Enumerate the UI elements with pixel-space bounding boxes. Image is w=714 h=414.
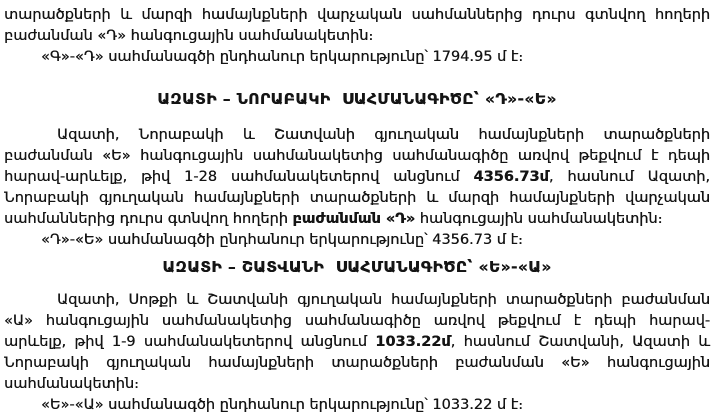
text-line (4, 167, 710, 188)
section-heading-azat-shatvan: ԱԶԱՏԻ – ՇԱՏՎԱՆԻ ՍԱՀՄԱՆԱԳԻԾԸ՝ «Ե»-«Ա» (162, 258, 552, 276)
text-segment: արևելք, թիվ 1-9 սահմանակետերով անցնում (4, 334, 376, 350)
bold-text-segment: 1033.22մ (375, 334, 451, 350)
text-line: բաժանման «Ե» հանգուցային սահմանակետից սահմանագիծը առվով թեքվում է դեպի (4, 148, 710, 164)
text-line: Նորաբակի գյուղական համայնքների տարածքների և մարզի համայնքների վարչական (4, 190, 710, 206)
text-line: «Ա» հանգուցային սահմանակետից սահմանագիծը առվով թեքվում է դեպի հարավ- (4, 313, 710, 329)
text-segment: հարավ-արևելք, թիվ 1-28 սահմանակետերով անցնում (4, 169, 474, 185)
text-line: սահմանակետին։ (4, 376, 139, 392)
total-length-line: «Դ»-«Ե» սահմանագծի ընդհանուր երկարությունը՝ 4356.73 մ է։ (41, 232, 523, 248)
text-line: բաժանման «Դ» հանգուցային սահմանակետին։ (4, 28, 374, 44)
bold-text-segment: 4356.73մ (473, 169, 549, 185)
text-line (4, 209, 710, 230)
text-line: Ազատի, Սոթքի և Շատվանի գյուղական համայնքների տարածքների բաժանման (57, 292, 710, 308)
text-line: Ազատի, Նորաբակի և Շատվանի գյուղական համայնքների տարածքների (57, 127, 710, 143)
text-line: Նորաբակի գյուղական համայնքների տարածքների բաժանման «Ե» հանգուցային (4, 355, 710, 371)
text-segment: սահմաններից դուրս գտնվող հողերի (4, 211, 293, 227)
paragraph-section1 (4, 125, 710, 230)
text-segment: , հասնում Շատվանի, Ազատի և (450, 334, 710, 350)
text-line: տարածքների և մարզի համայնքների վարչական սահմաններից դուրս գտնվող հողերի (4, 7, 710, 23)
text-segment: , հասնում Ազատի, (548, 169, 710, 185)
text-segment: հանգուցային սահմանակետին։ (415, 211, 663, 227)
paragraph-section2 (4, 290, 710, 395)
paragraph-intro-continued (4, 5, 710, 47)
section-heading-azat-norabak: ԱԶԱՏԻ – ՆՈՐԱԲԱԿԻ ՍԱՀՄԱՆԱԳԻԾԸ՝ «Դ»-«Ե» (157, 90, 557, 108)
text-line (4, 332, 710, 353)
total-length-line: «Ե»-«Ա» սահմանագծի ընդհանուր երկարությունը՝ 1033.22 մ է։ (41, 397, 523, 413)
bold-text-segment: բաժանման «Դ» (292, 211, 416, 227)
total-length-line: «Գ»-«Դ» սահմանագծի ընդհանուր երկարությունը՝ 1794.95 մ է։ (41, 49, 524, 65)
